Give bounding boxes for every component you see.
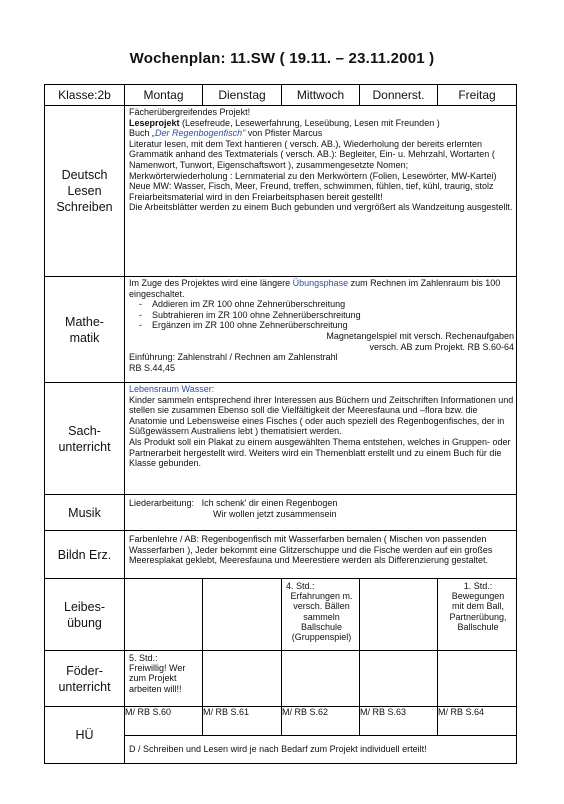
deutsch-p3: Neue MW: Wasser, Fisch, Meer, Freund, treffen, schwimmen, fühlen, tief, kühl, traurig, stolz bbox=[129, 181, 494, 192]
deutsch-p2: Merkwörterwiederholung : Lernmaterial zu den Merkwörtern (Folien, Lesewörter, MW-Kartei) bbox=[129, 170, 497, 181]
deutsch-content bbox=[125, 106, 517, 277]
hu-montag: M/ RB S.60 bbox=[125, 707, 203, 736]
weekly-plan-table bbox=[44, 84, 517, 764]
deutsch-line1: Fächerübergreifendes Projekt! bbox=[129, 107, 251, 117]
leibes-donnerstag bbox=[360, 579, 438, 651]
deutsch-buch: Buch „Der Regenbogenfisch" von Pfister Marcus bbox=[129, 128, 323, 139]
mathe-rb: RB S.44,45 bbox=[129, 362, 176, 373]
hu-note: D / Schreiben und Lesen wird je nach Bedarf zum Projekt individuell erteilt! bbox=[125, 736, 517, 764]
day-thursday: Donnerst. bbox=[360, 85, 438, 106]
deutsch-p1: Literatur lesen, mit dem Text hantieren ( versch. AB.), Wiederholung der bereits erlernten Grammatik anhand des Textmaterials ( versch. AB.): Begleiter, Ein- u. Mehrzahl, Wortarten ( Namenwort, Tunwort, Eigenschaftswort ), zusammengesetzte Nomen; bbox=[129, 138, 495, 170]
sach-p2: Als Produkt soll ein Plakat zu einem ausgewählten Thema entstehen, welches in Gruppen- oder Partnerarbeit hergestellt wird. Weiters wird ein Themenblatt erstellt und zu einem Buch für die Klasse gebunden. bbox=[129, 436, 511, 469]
musik-line1: Liederarbeitung: Ich schenk' dir einen Regenbogen bbox=[129, 498, 338, 508]
row-hu bbox=[45, 707, 517, 736]
day-wednesday: Mittwoch bbox=[282, 85, 360, 106]
row-leibes bbox=[45, 579, 517, 651]
row-deutsch bbox=[45, 106, 517, 277]
subject-sach: Sach- unterricht bbox=[45, 383, 125, 495]
sach-p1: Kinder sammeln entsprechend ihrer Interessen aus Büchern und Zeitschriften Informationen und stellen sie zusammen Ebenso soll die Vielfältigkeit der Meeresfauna und –flora bzw. die Anatomie und Lebensweise eines Fisches ( oder auch speziell des Regenbogenfisches, der in Süßgewässern Australiens lebt ) thematisiert werden. bbox=[129, 394, 514, 437]
musik-line2: Wir wollen jetzt zusammensein bbox=[213, 508, 337, 519]
day-monday: Montag bbox=[125, 85, 203, 106]
mathe-item: - Addieren im ZR 100 ohne Zehnerüberschreitung bbox=[139, 299, 346, 310]
leibes-montag bbox=[125, 579, 203, 651]
subject-bild: Bildn Erz. bbox=[45, 531, 125, 579]
subject-musik: Musik bbox=[45, 495, 125, 531]
leibes-dienstag bbox=[203, 579, 282, 651]
deutsch-p5: Die Arbeitsblätter werden zu einem Buch gebunden und vergrößert als Wandzeitung ausgestellt. bbox=[129, 202, 513, 213]
mathe-intro: Im Zuge des Projektes wird eine längere Übungsphase zum Rechnen im Zahlenraum bis 100 eingeschaltet. bbox=[129, 278, 501, 299]
subject-foerder: Föder- unterricht bbox=[45, 651, 125, 707]
mathe-item: - Ergänzen im ZR 100 ohne Zehnerüberschreitung bbox=[139, 320, 348, 331]
hu-dienstag: M/ RB S.61 bbox=[203, 707, 282, 736]
foerder-montag: 5. Std.: Freiwillig! Wer zum Projekt arbeiten will!! bbox=[125, 651, 203, 707]
day-friday: Freitag bbox=[438, 85, 517, 106]
foerder-mittwoch bbox=[282, 651, 360, 707]
hu-mittwoch: M/ RB S.62 bbox=[282, 707, 360, 736]
row-bild bbox=[45, 531, 517, 579]
row-foerder bbox=[45, 651, 517, 707]
leibes-freitag: 1. Std.: Bewegungen mit dem Ball, Partnerübung, Ballschule bbox=[438, 579, 517, 651]
mathe-content bbox=[125, 277, 517, 383]
hu-donnerstag: M/ RB S.63 bbox=[360, 707, 438, 736]
mathe-right2: versch. AB zum Projekt. RB S.60-64 bbox=[369, 341, 514, 352]
hu-freitag: M/ RB S.64 bbox=[438, 707, 517, 736]
class-label: Klasse:2b bbox=[45, 85, 125, 106]
day-tuesday: Dienstag bbox=[203, 85, 282, 106]
row-mathe bbox=[45, 277, 517, 383]
sach-content bbox=[125, 383, 517, 495]
deutsch-p4: Freiarbeitsmaterial wird in den Freiarbeitsphasen bereit gestellt! bbox=[129, 191, 383, 202]
musik-content bbox=[125, 495, 517, 531]
mathe-einf: Einführung: Zahlenstrahl / Rechnen am Zahlenstrahl bbox=[129, 352, 338, 363]
leibes-mittwoch: 4. Std.: Erfahrungen m. versch. Bällen sammeln Ballschule (Gruppenspiel) bbox=[282, 579, 360, 651]
subject-mathe: Mathe- matik bbox=[45, 277, 125, 383]
subject-deutsch: Deutsch Lesen Schreiben bbox=[45, 106, 125, 277]
subject-hu: HÜ bbox=[45, 707, 125, 764]
mathe-item: - Subtrahieren im ZR 100 ohne Zehnerüberschreitung bbox=[139, 309, 361, 320]
page-title: Wochenplan: 11.SW ( 19.11. – 23.11.2001 ) bbox=[129, 50, 435, 67]
row-sach bbox=[45, 383, 517, 495]
foerder-freitag bbox=[438, 651, 517, 707]
foerder-donnerstag bbox=[360, 651, 438, 707]
header-row bbox=[45, 85, 517, 106]
row-musik bbox=[45, 495, 517, 531]
subject-leibes: Leibes- übung bbox=[45, 579, 125, 651]
mathe-right1: Magnetangelspiel mit versch. Rechenaufgaben bbox=[326, 330, 514, 341]
bild-content: Farbenlehre / AB: Regenbogenfisch mit Wasserfarben bemalen ( Mischen von passenden Wasserfarben ), Jeder bekommt eine Glitzerschuppe und die Fische werden auf ein großes Meeresplakat geklebt, Meeresfauna und Meerestiere werden als Differenzierung gestaltet. bbox=[125, 531, 517, 579]
foerder-dienstag bbox=[203, 651, 282, 707]
deutsch-leseprojekt: Leseprojekt (Lesefreude, Lesewerfahrung, Leseübung, Lesen mit Freunden ) bbox=[129, 117, 440, 128]
sach-heading: Lebensraum Wasser: bbox=[129, 384, 215, 394]
